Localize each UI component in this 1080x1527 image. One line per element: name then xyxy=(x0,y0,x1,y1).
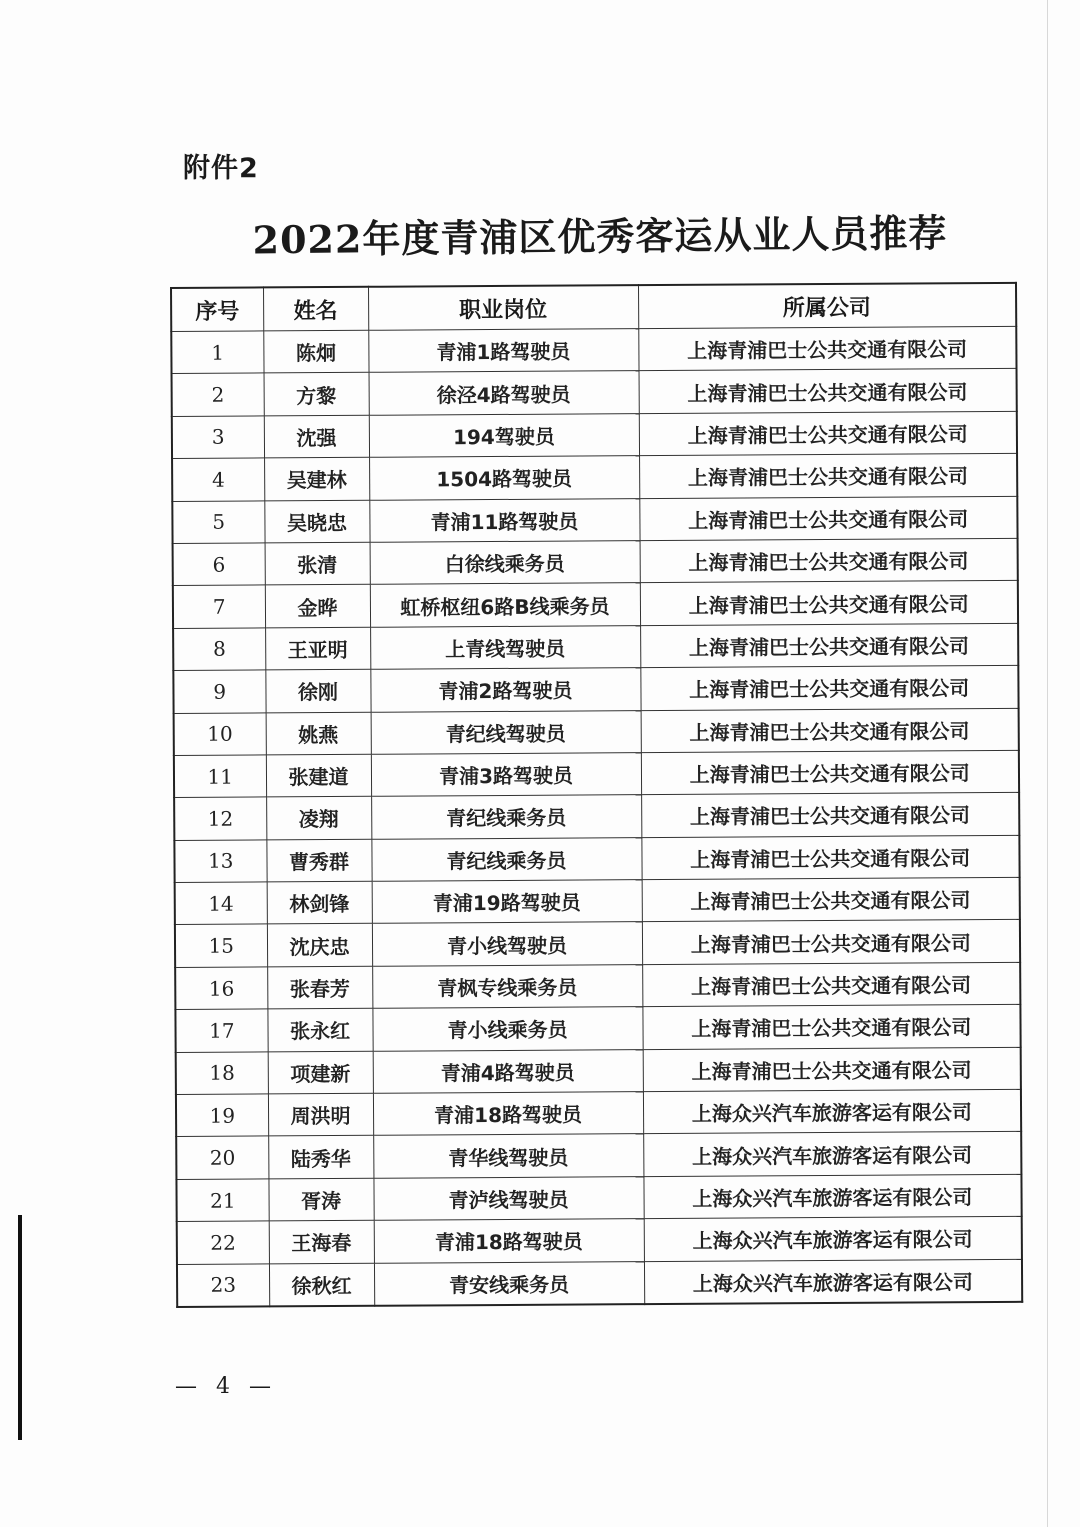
row-name-cell: 张春芳 xyxy=(267,966,372,1009)
row-position-cell: 青小线乘务员 xyxy=(372,1007,642,1051)
table-row xyxy=(177,1217,1022,1265)
row-name-cell: 张清 xyxy=(265,542,370,585)
header-company: 所属公司 xyxy=(638,283,1016,329)
row-company-cell: 上海青浦巴士公共交通有限公司 xyxy=(641,793,1019,838)
row-company-cell: 上海众兴汽车旅游客运有限公司 xyxy=(643,1089,1021,1134)
row-name-cell: 陆秀华 xyxy=(268,1136,373,1179)
row-index-cell: 18 xyxy=(176,1052,268,1095)
row-index-cell: 12 xyxy=(174,797,266,840)
row-company-cell: 上海众兴汽车旅游客运有限公司 xyxy=(644,1217,1022,1262)
page-number: — 4 — xyxy=(175,1374,277,1399)
table-row xyxy=(172,369,1017,417)
table-row xyxy=(175,962,1020,1010)
table-row xyxy=(174,835,1019,883)
row-position-cell: 虹桥枢纽6路B线乘务员 xyxy=(370,583,640,627)
header-index: 序号 xyxy=(171,287,263,331)
row-index-cell: 15 xyxy=(175,924,267,967)
row-position-cell: 青浦4路驾驶员 xyxy=(373,1049,643,1093)
row-position-cell: 青纪线乘务员 xyxy=(371,795,641,839)
row-company-cell: 上海青浦巴士公共交通有限公司 xyxy=(642,962,1020,1007)
row-name-cell: 金晔 xyxy=(265,585,370,628)
row-position-cell: 青浦18路驾驶员 xyxy=(374,1219,644,1263)
row-company-cell: 上海青浦巴士公共交通有限公司 xyxy=(641,708,1019,753)
roster-table-container xyxy=(170,282,1021,1308)
row-index-cell: 16 xyxy=(175,967,267,1010)
row-company-cell: 上海青浦巴士公共交通有限公司 xyxy=(643,1047,1021,1092)
row-name-cell: 吴晓忠 xyxy=(264,500,369,543)
row-position-cell: 青安线乘务员 xyxy=(374,1261,644,1306)
row-name-cell: 周洪明 xyxy=(268,1093,373,1136)
row-index-cell: 13 xyxy=(174,840,266,883)
row-name-cell: 曹秀群 xyxy=(266,839,371,882)
row-name-cell: 陈炯 xyxy=(263,330,368,373)
row-company-cell: 上海青浦巴士公共交通有限公司 xyxy=(640,581,1018,626)
attachment-label: 附件2 xyxy=(183,153,259,184)
row-index-cell: 5 xyxy=(172,500,264,543)
row-index-cell: 23 xyxy=(177,1264,269,1307)
row-index-cell: 14 xyxy=(175,882,267,925)
table-row xyxy=(174,793,1019,841)
row-index-cell: 22 xyxy=(177,1221,269,1264)
table-header-row xyxy=(171,283,1016,332)
row-name-cell: 徐刚 xyxy=(265,669,370,712)
table-row xyxy=(177,1259,1022,1307)
row-position-cell: 青浦1路驾驶员 xyxy=(368,329,638,373)
row-company-cell: 上海青浦巴士公共交通有限公司 xyxy=(639,411,1017,456)
row-company-cell: 上海青浦巴士公共交通有限公司 xyxy=(639,496,1017,541)
row-company-cell: 上海青浦巴士公共交通有限公司 xyxy=(640,538,1018,583)
row-index-cell: 8 xyxy=(173,628,265,671)
row-name-cell: 王海春 xyxy=(269,1220,374,1263)
row-name-cell: 王亚明 xyxy=(265,627,370,670)
table-row xyxy=(171,326,1016,374)
row-name-cell: 胥涛 xyxy=(268,1178,373,1221)
row-company-cell: 上海众兴汽车旅游客运有限公司 xyxy=(644,1259,1022,1304)
row-position-cell: 青泸线驾驶员 xyxy=(373,1176,643,1220)
row-name-cell: 凌翔 xyxy=(266,797,371,840)
row-index-cell: 1 xyxy=(171,331,263,374)
row-position-cell: 青浦3路驾驶员 xyxy=(371,753,641,797)
row-position-cell: 1504路驾驶员 xyxy=(369,456,639,500)
table-row xyxy=(175,877,1020,925)
row-company-cell: 上海青浦巴士公共交通有限公司 xyxy=(641,750,1019,795)
row-company-cell: 上海青浦巴士公共交通有限公司 xyxy=(639,454,1017,499)
row-name-cell: 吴建林 xyxy=(264,457,369,500)
row-name-cell: 徐秋红 xyxy=(269,1263,374,1307)
table-row xyxy=(176,1089,1021,1137)
row-name-cell: 项建新 xyxy=(268,1051,373,1094)
row-company-cell: 上海众兴汽车旅游客运有限公司 xyxy=(643,1132,1021,1177)
row-position-cell: 白徐线乘务员 xyxy=(370,541,640,585)
row-index-cell: 4 xyxy=(172,458,264,501)
table-row xyxy=(176,1132,1021,1180)
table-row xyxy=(175,1005,1020,1053)
row-company-cell: 上海青浦巴士公共交通有限公司 xyxy=(642,877,1020,922)
row-position-cell: 徐泾4路驾驶员 xyxy=(369,371,639,415)
row-name-cell: 张永红 xyxy=(267,1009,372,1052)
document-title: 2022年度青浦区优秀客运从业人员推荐 xyxy=(252,210,948,263)
table-row xyxy=(173,623,1018,671)
row-index-cell: 20 xyxy=(176,1136,268,1179)
row-company-cell: 上海青浦巴士公共交通有限公司 xyxy=(640,665,1018,710)
row-index-cell: 3 xyxy=(172,416,264,459)
row-company-cell: 上海青浦巴士公共交通有限公司 xyxy=(640,623,1018,668)
row-name-cell: 林剑锋 xyxy=(267,881,372,924)
table-row xyxy=(172,496,1017,544)
scan-edge-line xyxy=(1047,0,1048,1527)
row-position-cell: 青纪线驾驶员 xyxy=(371,710,641,754)
roster-table xyxy=(170,282,1023,1308)
table-row xyxy=(176,1047,1021,1095)
row-index-cell: 7 xyxy=(173,585,265,628)
row-position-cell: 青浦2路驾驶员 xyxy=(370,668,640,712)
row-index-cell: 2 xyxy=(172,373,264,416)
row-name-cell: 方黎 xyxy=(264,373,369,416)
row-position-cell: 青纪线乘务员 xyxy=(371,837,641,881)
row-company-cell: 上海青浦巴士公共交通有限公司 xyxy=(642,920,1020,965)
row-name-cell: 张建道 xyxy=(266,754,371,797)
row-company-cell: 上海青浦巴士公共交通有限公司 xyxy=(639,369,1017,414)
row-index-cell: 17 xyxy=(175,1009,267,1052)
table-row xyxy=(174,708,1019,756)
table-row xyxy=(172,454,1017,502)
scan-edge-mark xyxy=(18,1215,22,1440)
table-row xyxy=(174,750,1019,798)
row-position-cell: 青浦19路驾驶员 xyxy=(372,880,642,924)
row-index-cell: 21 xyxy=(176,1179,268,1222)
row-position-cell: 青枫专线乘务员 xyxy=(372,964,642,1008)
row-company-cell: 上海众兴汽车旅游客运有限公司 xyxy=(643,1174,1021,1219)
row-index-cell: 6 xyxy=(173,543,265,586)
row-company-cell: 上海青浦巴士公共交通有限公司 xyxy=(641,835,1019,880)
row-position-cell: 青浦11路驾驶员 xyxy=(369,498,639,542)
row-company-cell: 上海青浦巴士公共交通有限公司 xyxy=(638,326,1016,371)
row-name-cell: 沈强 xyxy=(264,415,369,458)
table-row xyxy=(175,920,1020,968)
row-position-cell: 上青线驾驶员 xyxy=(370,625,640,669)
table-row xyxy=(173,538,1018,586)
row-position-cell: 青浦18路驾驶员 xyxy=(373,1092,643,1136)
row-position-cell: 青小线驾驶员 xyxy=(372,922,642,966)
row-position-cell: 青华线驾驶员 xyxy=(373,1134,643,1178)
header-name: 姓名 xyxy=(263,287,368,331)
row-position-cell: 194驾驶员 xyxy=(369,413,639,457)
header-position: 职业岗位 xyxy=(368,285,638,330)
table-row xyxy=(173,665,1018,713)
row-index-cell: 9 xyxy=(173,670,265,713)
row-name-cell: 沈庆忠 xyxy=(267,924,372,967)
table-row xyxy=(176,1174,1021,1222)
table-row xyxy=(172,411,1017,459)
table-body xyxy=(171,326,1022,1307)
row-index-cell: 19 xyxy=(176,1094,268,1137)
row-index-cell: 10 xyxy=(174,712,266,755)
row-company-cell: 上海青浦巴士公共交通有限公司 xyxy=(642,1005,1020,1050)
table-row xyxy=(173,581,1018,629)
row-index-cell: 11 xyxy=(174,755,266,798)
row-name-cell: 姚燕 xyxy=(266,712,371,755)
